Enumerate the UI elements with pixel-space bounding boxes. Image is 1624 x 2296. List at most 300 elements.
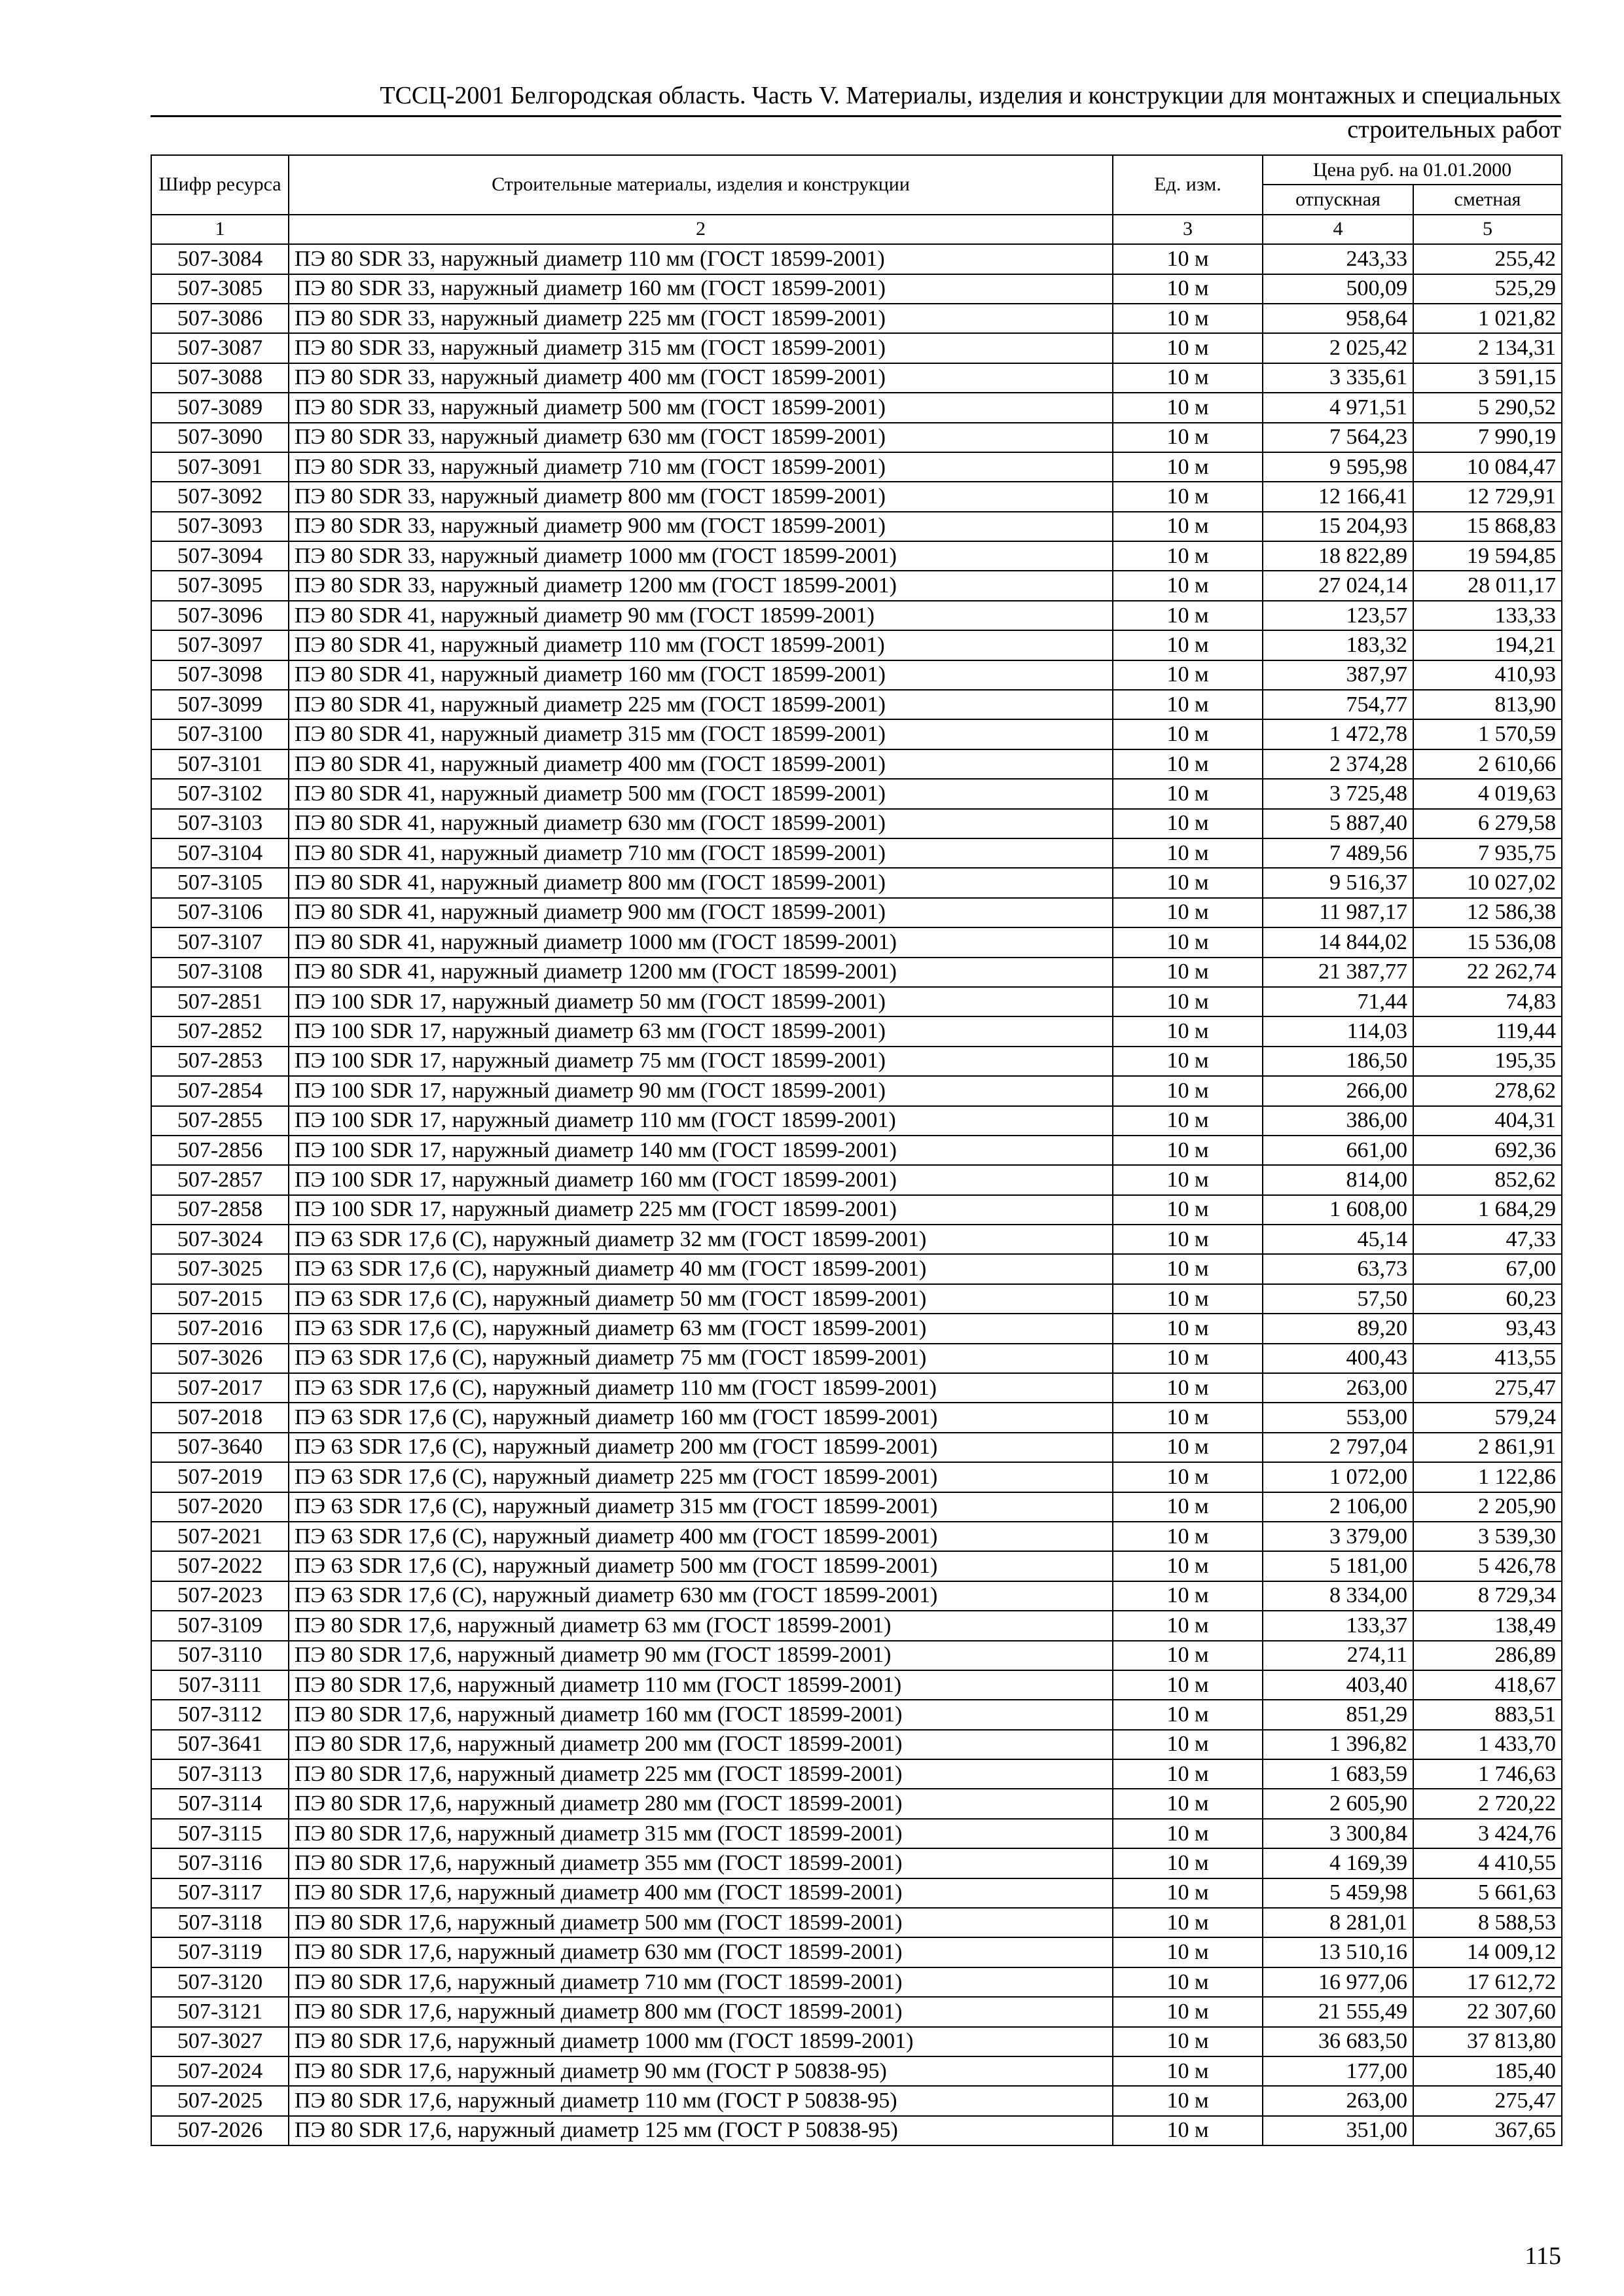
header-rule bbox=[151, 115, 1561, 117]
cell-estimate-price: 2 134,31 bbox=[1413, 333, 1562, 363]
table-row bbox=[151, 1165, 1562, 1194]
cell-name: ПЭ 80 SDR 33, наружный диаметр 800 мм (ГОСТ 18599-2001) bbox=[289, 482, 1113, 511]
cell-name: ПЭ 80 SDR 17,6, наружный диаметр 355 мм (ГОСТ 18599-2001) bbox=[289, 1848, 1113, 1878]
cell-name: ПЭ 63 SDR 17,6 (С), наружный диаметр 40 мм (ГОСТ 18599-2001) bbox=[289, 1254, 1113, 1283]
cell-release-price: 89,20 bbox=[1263, 1314, 1413, 1343]
cell-estimate-price: 6 279,58 bbox=[1413, 809, 1562, 838]
cell-unit: 10 м bbox=[1113, 1878, 1263, 1908]
cell-name: ПЭ 63 SDR 17,6 (С), наружный диаметр 32 мм (ГОСТ 18599-2001) bbox=[289, 1225, 1113, 1254]
cell-estimate-price: 22 262,74 bbox=[1413, 958, 1562, 987]
table-row bbox=[151, 2056, 1562, 2086]
cell-release-price: 386,00 bbox=[1263, 1106, 1413, 1136]
cell-name: ПЭ 100 SDR 17, наружный диаметр 63 мм (ГОСТ 18599-2001) bbox=[289, 1016, 1113, 1046]
cell-unit: 10 м bbox=[1113, 1730, 1263, 1759]
cell-name: ПЭ 63 SDR 17,6 (С), наружный диаметр 630 мм (ГОСТ 18599-2001) bbox=[289, 1581, 1113, 1611]
cell-release-price: 1 072,00 bbox=[1263, 1462, 1413, 1492]
cell-release-price: 2 106,00 bbox=[1263, 1492, 1413, 1522]
cell-release-price: 351,00 bbox=[1263, 2116, 1413, 2145]
cell-unit: 10 м bbox=[1113, 690, 1263, 719]
cell-name: ПЭ 80 SDR 17,6, наружный диаметр 90 мм (ГОСТ 18599-2001) bbox=[289, 1641, 1113, 1670]
header-price: Цена руб. на 01.01.2000 bbox=[1263, 155, 1562, 185]
cell-name: ПЭ 80 SDR 17,6, наружный диаметр 225 мм (ГОСТ 18599-2001) bbox=[289, 1759, 1113, 1789]
running-header bbox=[151, 79, 1561, 147]
cell-unit: 10 м bbox=[1113, 1195, 1263, 1225]
cell-release-price: 18 822,89 bbox=[1263, 541, 1413, 571]
cell-estimate-price: 93,43 bbox=[1413, 1314, 1562, 1343]
cell-name: ПЭ 100 SDR 17, наружный диаметр 160 мм (ГОСТ 18599-2001) bbox=[289, 1165, 1113, 1194]
cell-unit: 10 м bbox=[1113, 1819, 1263, 1848]
header-name: Строительные материалы, изделия и конструкции bbox=[289, 155, 1113, 215]
cell-unit: 10 м bbox=[1113, 541, 1263, 571]
cell-name: ПЭ 80 SDR 17,6, наружный диаметр 630 мм (ГОСТ 18599-2001) bbox=[289, 1937, 1113, 1967]
cell-unit: 10 м bbox=[1113, 452, 1263, 482]
cell-code: 507-3091 bbox=[151, 452, 289, 482]
cell-estimate-price: 275,47 bbox=[1413, 2086, 1562, 2115]
cell-name: ПЭ 80 SDR 17,6, наружный диаметр 500 мм (ГОСТ 18599-2001) bbox=[289, 1908, 1113, 1937]
cell-name: ПЭ 63 SDR 17,6 (С), наружный диаметр 75 мм (ГОСТ 18599-2001) bbox=[289, 1344, 1113, 1373]
cell-code: 507-3094 bbox=[151, 541, 289, 571]
cell-name: ПЭ 63 SDR 17,6 (С), наружный диаметр 63 мм (ГОСТ 18599-2001) bbox=[289, 1314, 1113, 1343]
table-row bbox=[151, 987, 1562, 1016]
cell-name: ПЭ 63 SDR 17,6 (С), наружный диаметр 400 мм (ГОСТ 18599-2001) bbox=[289, 1522, 1113, 1551]
cell-code: 507-3108 bbox=[151, 958, 289, 987]
cell-release-price: 1 608,00 bbox=[1263, 1195, 1413, 1225]
cell-name: ПЭ 80 SDR 41, наружный диаметр 710 мм (ГОСТ 18599-2001) bbox=[289, 838, 1113, 868]
cell-code: 507-3024 bbox=[151, 1225, 289, 1254]
cell-estimate-price: 10 084,47 bbox=[1413, 452, 1562, 482]
cell-code: 507-3096 bbox=[151, 601, 289, 630]
table-row bbox=[151, 958, 1562, 987]
cell-unit: 10 м bbox=[1113, 423, 1263, 452]
cell-estimate-price: 17 612,72 bbox=[1413, 1967, 1562, 1997]
cell-name: ПЭ 80 SDR 41, наружный диаметр 160 мм (ГОСТ 18599-2001) bbox=[289, 660, 1113, 690]
cell-estimate-price: 15 868,83 bbox=[1413, 512, 1562, 541]
table-row bbox=[151, 1819, 1562, 1848]
table-row bbox=[151, 423, 1562, 452]
cell-unit: 10 м bbox=[1113, 2086, 1263, 2115]
table-row bbox=[151, 779, 1562, 808]
cell-unit: 10 м bbox=[1113, 304, 1263, 333]
cell-unit: 10 м bbox=[1113, 927, 1263, 957]
cell-code: 507-3086 bbox=[151, 304, 289, 333]
cell-code: 507-3112 bbox=[151, 1700, 289, 1729]
cell-estimate-price: 413,55 bbox=[1413, 1344, 1562, 1373]
cell-name: ПЭ 100 SDR 17, наружный диаметр 225 мм (ГОСТ 18599-2001) bbox=[289, 1195, 1113, 1225]
cell-name: ПЭ 80 SDR 41, наружный диаметр 90 мм (ГОСТ 18599-2001) bbox=[289, 601, 1113, 630]
cell-unit: 10 м bbox=[1113, 244, 1263, 274]
column-number: 3 bbox=[1113, 215, 1263, 244]
cell-name: ПЭ 80 SDR 33, наружный диаметр 400 мм (ГОСТ 18599-2001) bbox=[289, 363, 1113, 393]
cell-name: ПЭ 100 SDR 17, наружный диаметр 110 мм (ГОСТ 18599-2001) bbox=[289, 1106, 1113, 1136]
table-row bbox=[151, 1848, 1562, 1878]
cell-unit: 10 м bbox=[1113, 1284, 1263, 1314]
cell-code: 507-3026 bbox=[151, 1344, 289, 1373]
column-number: 1 bbox=[151, 215, 289, 244]
table-row bbox=[151, 541, 1562, 571]
cell-estimate-price: 1 122,86 bbox=[1413, 1462, 1562, 1492]
cell-estimate-price: 195,35 bbox=[1413, 1047, 1562, 1076]
cell-estimate-price: 1 021,82 bbox=[1413, 304, 1562, 333]
table-row bbox=[151, 333, 1562, 363]
cell-code: 507-3085 bbox=[151, 274, 289, 304]
cell-name: ПЭ 100 SDR 17, наружный диаметр 75 мм (ГОСТ 18599-2001) bbox=[289, 1047, 1113, 1076]
cell-estimate-price: 22 307,60 bbox=[1413, 1997, 1562, 2026]
cell-name: ПЭ 80 SDR 17,6, наружный диаметр 200 мм (ГОСТ 18599-2001) bbox=[289, 1730, 1113, 1759]
cell-release-price: 1 396,82 bbox=[1263, 1730, 1413, 1759]
cell-code: 507-2021 bbox=[151, 1522, 289, 1551]
cell-code: 507-3109 bbox=[151, 1611, 289, 1640]
cell-estimate-price: 15 536,08 bbox=[1413, 927, 1562, 957]
column-number: 5 bbox=[1413, 215, 1562, 244]
cell-release-price: 11 987,17 bbox=[1263, 898, 1413, 927]
cell-code: 507-3102 bbox=[151, 779, 289, 808]
cell-estimate-price: 10 027,02 bbox=[1413, 868, 1562, 897]
cell-estimate-price: 5 426,78 bbox=[1413, 1551, 1562, 1581]
cell-code: 507-3092 bbox=[151, 482, 289, 511]
cell-code: 507-2022 bbox=[151, 1551, 289, 1581]
table-row bbox=[151, 1373, 1562, 1403]
cell-name: ПЭ 80 SDR 17,6, наружный диаметр 90 мм (ГОСТ Р 50838-95) bbox=[289, 2056, 1113, 2086]
cell-code: 507-2026 bbox=[151, 2116, 289, 2145]
cell-unit: 10 м bbox=[1113, 630, 1263, 660]
cell-release-price: 814,00 bbox=[1263, 1165, 1413, 1194]
cell-name: ПЭ 80 SDR 17,6, наружный диаметр 315 мм (ГОСТ 18599-2001) bbox=[289, 1819, 1113, 1848]
cell-name: ПЭ 80 SDR 17,6, наружный диаметр 63 мм (ГОСТ 18599-2001) bbox=[289, 1611, 1113, 1640]
cell-name: ПЭ 80 SDR 41, наружный диаметр 1200 мм (ГОСТ 18599-2001) bbox=[289, 958, 1113, 987]
cell-estimate-price: 119,44 bbox=[1413, 1016, 1562, 1046]
cell-unit: 10 м bbox=[1113, 838, 1263, 868]
cell-release-price: 71,44 bbox=[1263, 987, 1413, 1016]
table-row bbox=[151, 927, 1562, 957]
cell-unit: 10 м bbox=[1113, 1700, 1263, 1729]
cell-estimate-price: 8 588,53 bbox=[1413, 1908, 1562, 1937]
header-title-line-1: ТССЦ-2001 Белгородская область. Часть V. Материалы, изделия и конструкции для монтажных и специальных bbox=[380, 82, 1561, 109]
table-row bbox=[151, 1878, 1562, 1908]
cell-estimate-price: 1 684,29 bbox=[1413, 1195, 1562, 1225]
cell-code: 507-3099 bbox=[151, 690, 289, 719]
cell-release-price: 3 300,84 bbox=[1263, 1819, 1413, 1848]
page-number: 115 bbox=[1525, 2242, 1561, 2270]
cell-unit: 10 м bbox=[1113, 1136, 1263, 1165]
cell-release-price: 12 166,41 bbox=[1263, 482, 1413, 511]
cell-unit: 10 м bbox=[1113, 1997, 1263, 2026]
cell-unit: 10 м bbox=[1113, 1759, 1263, 1789]
table-row bbox=[151, 719, 1562, 749]
column-number: 4 bbox=[1263, 215, 1413, 244]
cell-estimate-price: 286,89 bbox=[1413, 1641, 1562, 1670]
cell-estimate-price: 138,49 bbox=[1413, 1611, 1562, 1640]
cell-estimate-price: 418,67 bbox=[1413, 1670, 1562, 1700]
cell-name: ПЭ 63 SDR 17,6 (С), наружный диаметр 160 мм (ГОСТ 18599-2001) bbox=[289, 1403, 1113, 1432]
cell-name: ПЭ 80 SDR 33, наружный диаметр 225 мм (ГОСТ 18599-2001) bbox=[289, 304, 1113, 333]
cell-estimate-price: 4 410,55 bbox=[1413, 1848, 1562, 1878]
cell-estimate-price: 3 424,76 bbox=[1413, 1819, 1562, 1848]
cell-code: 507-2023 bbox=[151, 1581, 289, 1611]
table-row bbox=[151, 2086, 1562, 2115]
table-row bbox=[151, 512, 1562, 541]
cell-code: 507-3089 bbox=[151, 393, 289, 422]
cell-release-price: 263,00 bbox=[1263, 1373, 1413, 1403]
table-row bbox=[151, 749, 1562, 779]
cell-release-price: 8 334,00 bbox=[1263, 1581, 1413, 1611]
table-row bbox=[151, 1344, 1562, 1373]
cell-unit: 10 м bbox=[1113, 1462, 1263, 1492]
cell-code: 507-3118 bbox=[151, 1908, 289, 1937]
cell-name: ПЭ 100 SDR 17, наружный диаметр 90 мм (ГОСТ 18599-2001) bbox=[289, 1076, 1113, 1105]
table-row bbox=[151, 482, 1562, 511]
cell-unit: 10 м bbox=[1113, 1373, 1263, 1403]
cell-estimate-price: 185,40 bbox=[1413, 2056, 1562, 2086]
cell-estimate-price: 14 009,12 bbox=[1413, 1937, 1562, 1967]
cell-release-price: 661,00 bbox=[1263, 1136, 1413, 1165]
cell-unit: 10 м bbox=[1113, 2116, 1263, 2145]
cell-unit: 10 м bbox=[1113, 898, 1263, 927]
cell-code: 507-3087 bbox=[151, 333, 289, 363]
table-row bbox=[151, 1076, 1562, 1105]
cell-unit: 10 м bbox=[1113, 2056, 1263, 2086]
cell-unit: 10 м bbox=[1113, 1789, 1263, 1818]
cell-unit: 10 м bbox=[1113, 1611, 1263, 1640]
cell-code: 507-3097 bbox=[151, 630, 289, 660]
cell-code: 507-3121 bbox=[151, 1997, 289, 2026]
cell-name: ПЭ 80 SDR 33, наружный диаметр 1000 мм (ГОСТ 18599-2001) bbox=[289, 541, 1113, 571]
cell-code: 507-2020 bbox=[151, 1492, 289, 1522]
cell-code: 507-3117 bbox=[151, 1878, 289, 1908]
cell-code: 507-3120 bbox=[151, 1967, 289, 1997]
cell-release-price: 133,37 bbox=[1263, 1611, 1413, 1640]
cell-name: ПЭ 80 SDR 33, наружный диаметр 630 мм (ГОСТ 18599-2001) bbox=[289, 423, 1113, 452]
cell-name: ПЭ 80 SDR 17,6, наружный диаметр 400 мм (ГОСТ 18599-2001) bbox=[289, 1878, 1113, 1908]
table-row bbox=[151, 1937, 1562, 1967]
cell-name: ПЭ 63 SDR 17,6 (С), наружный диаметр 500 мм (ГОСТ 18599-2001) bbox=[289, 1551, 1113, 1581]
table-row bbox=[151, 1581, 1562, 1611]
cell-name: ПЭ 80 SDR 33, наружный диаметр 160 мм (ГОСТ 18599-2001) bbox=[289, 274, 1113, 304]
table-row bbox=[151, 1195, 1562, 1225]
table-row bbox=[151, 452, 1562, 482]
cell-code: 507-2853 bbox=[151, 1047, 289, 1076]
cell-release-price: 2 797,04 bbox=[1263, 1433, 1413, 1462]
table-row bbox=[151, 2116, 1562, 2145]
cell-release-price: 400,43 bbox=[1263, 1344, 1413, 1373]
cell-estimate-price: 1 746,63 bbox=[1413, 1759, 1562, 1789]
cell-name: ПЭ 80 SDR 41, наружный диаметр 1000 мм (ГОСТ 18599-2001) bbox=[289, 927, 1113, 957]
cell-estimate-price: 2 610,66 bbox=[1413, 749, 1562, 779]
cell-release-price: 500,09 bbox=[1263, 274, 1413, 304]
price-table bbox=[151, 154, 1562, 2146]
cell-code: 507-2024 bbox=[151, 2056, 289, 2086]
cell-estimate-price: 692,36 bbox=[1413, 1136, 1562, 1165]
cell-unit: 10 м bbox=[1113, 1314, 1263, 1343]
table-row bbox=[151, 1492, 1562, 1522]
cell-release-price: 958,64 bbox=[1263, 304, 1413, 333]
cell-release-price: 186,50 bbox=[1263, 1047, 1413, 1076]
cell-release-price: 5 459,98 bbox=[1263, 1878, 1413, 1908]
cell-estimate-price: 194,21 bbox=[1413, 630, 1562, 660]
table-row bbox=[151, 601, 1562, 630]
cell-estimate-price: 37 813,80 bbox=[1413, 2027, 1562, 2056]
cell-estimate-price: 12 729,91 bbox=[1413, 482, 1562, 511]
cell-code: 507-3098 bbox=[151, 660, 289, 690]
table-row bbox=[151, 363, 1562, 393]
cell-release-price: 14 844,02 bbox=[1263, 927, 1413, 957]
cell-name: ПЭ 80 SDR 17,6, наружный диаметр 280 мм (ГОСТ 18599-2001) bbox=[289, 1789, 1113, 1818]
cell-code: 507-2856 bbox=[151, 1136, 289, 1165]
cell-release-price: 21 555,49 bbox=[1263, 1997, 1413, 2026]
cell-unit: 10 м bbox=[1113, 1522, 1263, 1551]
cell-name: ПЭ 80 SDR 17,6, наружный диаметр 160 мм (ГОСТ 18599-2001) bbox=[289, 1700, 1113, 1729]
cell-name: ПЭ 63 SDR 17,6 (С), наружный диаметр 50 мм (ГОСТ 18599-2001) bbox=[289, 1284, 1113, 1314]
cell-estimate-price: 2 205,90 bbox=[1413, 1492, 1562, 1522]
cell-code: 507-3119 bbox=[151, 1937, 289, 1967]
table-row bbox=[151, 1254, 1562, 1283]
cell-release-price: 9 595,98 bbox=[1263, 452, 1413, 482]
cell-code: 507-3090 bbox=[151, 423, 289, 452]
table-row bbox=[151, 1670, 1562, 1700]
cell-release-price: 1 683,59 bbox=[1263, 1759, 1413, 1789]
table-row bbox=[151, 1908, 1562, 1937]
cell-unit: 10 м bbox=[1113, 274, 1263, 304]
table-row bbox=[151, 1700, 1562, 1729]
cell-code: 507-3107 bbox=[151, 927, 289, 957]
cell-code: 507-2018 bbox=[151, 1403, 289, 1432]
cell-name: ПЭ 80 SDR 41, наружный диаметр 110 мм (ГОСТ 18599-2001) bbox=[289, 630, 1113, 660]
cell-release-price: 387,97 bbox=[1263, 660, 1413, 690]
cell-unit: 10 м bbox=[1113, 1848, 1263, 1878]
cell-name: ПЭ 80 SDR 41, наружный диаметр 225 мм (ГОСТ 18599-2001) bbox=[289, 690, 1113, 719]
table-row bbox=[151, 868, 1562, 897]
cell-release-price: 27 024,14 bbox=[1263, 571, 1413, 600]
cell-release-price: 45,14 bbox=[1263, 1225, 1413, 1254]
cell-code: 507-3113 bbox=[151, 1759, 289, 1789]
cell-release-price: 851,29 bbox=[1263, 1700, 1413, 1729]
cell-release-price: 183,32 bbox=[1263, 630, 1413, 660]
table-row bbox=[151, 1789, 1562, 1818]
cell-release-price: 16 977,06 bbox=[1263, 1967, 1413, 1997]
cell-code: 507-3111 bbox=[151, 1670, 289, 1700]
table-row bbox=[151, 1522, 1562, 1551]
cell-release-price: 3 725,48 bbox=[1263, 779, 1413, 808]
table-row bbox=[151, 898, 1562, 927]
cell-name: ПЭ 80 SDR 17,6, наружный диаметр 800 мм (ГОСТ 18599-2001) bbox=[289, 1997, 1113, 2026]
cell-release-price: 2 025,42 bbox=[1263, 333, 1413, 363]
cell-unit: 10 м bbox=[1113, 719, 1263, 749]
cell-name: ПЭ 63 SDR 17,6 (С), наружный диаметр 315 мм (ГОСТ 18599-2001) bbox=[289, 1492, 1113, 1522]
cell-estimate-price: 1 570,59 bbox=[1413, 719, 1562, 749]
cell-unit: 10 м bbox=[1113, 1076, 1263, 1105]
cell-code: 507-2858 bbox=[151, 1195, 289, 1225]
cell-unit: 10 м bbox=[1113, 1908, 1263, 1937]
cell-estimate-price: 133,33 bbox=[1413, 601, 1562, 630]
cell-name: ПЭ 80 SDR 41, наружный диаметр 315 мм (ГОСТ 18599-2001) bbox=[289, 719, 1113, 749]
cell-code: 507-2855 bbox=[151, 1106, 289, 1136]
cell-name: ПЭ 80 SDR 33, наружный диаметр 710 мм (ГОСТ 18599-2001) bbox=[289, 452, 1113, 482]
cell-release-price: 243,33 bbox=[1263, 244, 1413, 274]
cell-name: ПЭ 80 SDR 17,6, наружный диаметр 1000 мм (ГОСТ 18599-2001) bbox=[289, 2027, 1113, 2056]
cell-release-price: 3 335,61 bbox=[1263, 363, 1413, 393]
cell-unit: 10 м bbox=[1113, 958, 1263, 987]
cell-estimate-price: 525,29 bbox=[1413, 274, 1562, 304]
cell-name: ПЭ 80 SDR 17,6, наружный диаметр 710 мм (ГОСТ 18599-2001) bbox=[289, 1967, 1113, 1997]
cell-name: ПЭ 100 SDR 17, наружный диаметр 140 мм (ГОСТ 18599-2001) bbox=[289, 1136, 1113, 1165]
cell-unit: 10 м bbox=[1113, 482, 1263, 511]
cell-release-price: 63,73 bbox=[1263, 1254, 1413, 1283]
cell-name: ПЭ 80 SDR 17,6, наружный диаметр 110 мм (ГОСТ 18599-2001) bbox=[289, 1670, 1113, 1700]
cell-estimate-price: 852,62 bbox=[1413, 1165, 1562, 1194]
cell-estimate-price: 47,33 bbox=[1413, 1225, 1562, 1254]
cell-name: ПЭ 63 SDR 17,6 (С), наружный диаметр 110 мм (ГОСТ 18599-2001) bbox=[289, 1373, 1113, 1403]
cell-estimate-price: 19 594,85 bbox=[1413, 541, 1562, 571]
cell-code: 507-3100 bbox=[151, 719, 289, 749]
table-row bbox=[151, 1997, 1562, 2026]
cell-estimate-price: 5 661,63 bbox=[1413, 1878, 1562, 1908]
cell-name: ПЭ 80 SDR 41, наружный диаметр 400 мм (ГОСТ 18599-2001) bbox=[289, 749, 1113, 779]
table-row bbox=[151, 1225, 1562, 1254]
table-row bbox=[151, 1641, 1562, 1670]
cell-release-price: 114,03 bbox=[1263, 1016, 1413, 1046]
table-row bbox=[151, 1284, 1562, 1314]
cell-estimate-price: 2 720,22 bbox=[1413, 1789, 1562, 1818]
table-row bbox=[151, 1611, 1562, 1640]
cell-estimate-price: 404,31 bbox=[1413, 1106, 1562, 1136]
cell-release-price: 7 564,23 bbox=[1263, 423, 1413, 452]
cell-release-price: 5 887,40 bbox=[1263, 809, 1413, 838]
cell-unit: 10 м bbox=[1113, 1254, 1263, 1283]
cell-estimate-price: 4 019,63 bbox=[1413, 779, 1562, 808]
cell-code: 507-3084 bbox=[151, 244, 289, 274]
cell-unit: 10 м bbox=[1113, 1937, 1263, 1967]
cell-estimate-price: 2 861,91 bbox=[1413, 1433, 1562, 1462]
cell-name: ПЭ 80 SDR 41, наружный диаметр 500 мм (ГОСТ 18599-2001) bbox=[289, 779, 1113, 808]
cell-estimate-price: 275,47 bbox=[1413, 1373, 1562, 1403]
cell-estimate-price: 74,83 bbox=[1413, 987, 1562, 1016]
table-row bbox=[151, 690, 1562, 719]
cell-unit: 10 м bbox=[1113, 1967, 1263, 1997]
cell-unit: 10 м bbox=[1113, 779, 1263, 808]
table-row bbox=[151, 1759, 1562, 1789]
cell-release-price: 5 181,00 bbox=[1263, 1551, 1413, 1581]
table-row bbox=[151, 809, 1562, 838]
cell-unit: 10 м bbox=[1113, 660, 1263, 690]
cell-code: 507-2852 bbox=[151, 1016, 289, 1046]
cell-release-price: 177,00 bbox=[1263, 2056, 1413, 2086]
cell-code: 507-2016 bbox=[151, 1314, 289, 1343]
cell-code: 507-3103 bbox=[151, 809, 289, 838]
cell-release-price: 123,57 bbox=[1263, 601, 1413, 630]
cell-unit: 10 м bbox=[1113, 987, 1263, 1016]
cell-code: 507-2851 bbox=[151, 987, 289, 1016]
cell-unit: 10 м bbox=[1113, 571, 1263, 600]
cell-unit: 10 м bbox=[1113, 2027, 1263, 2056]
cell-release-price: 15 204,93 bbox=[1263, 512, 1413, 541]
header-estimate-price: сметная bbox=[1413, 185, 1562, 214]
cell-unit: 10 м bbox=[1113, 512, 1263, 541]
cell-estimate-price: 7 990,19 bbox=[1413, 423, 1562, 452]
cell-unit: 10 м bbox=[1113, 1581, 1263, 1611]
cell-release-price: 7 489,56 bbox=[1263, 838, 1413, 868]
cell-unit: 10 м bbox=[1113, 1106, 1263, 1136]
cell-unit: 10 м bbox=[1113, 1016, 1263, 1046]
cell-name: ПЭ 80 SDR 41, наружный диаметр 630 мм (ГОСТ 18599-2001) bbox=[289, 809, 1113, 838]
cell-estimate-price: 883,51 bbox=[1413, 1700, 1562, 1729]
cell-code: 507-2025 bbox=[151, 2086, 289, 2115]
cell-release-price: 36 683,50 bbox=[1263, 2027, 1413, 2056]
cell-name: ПЭ 80 SDR 41, наружный диаметр 900 мм (ГОСТ 18599-2001) bbox=[289, 898, 1113, 927]
cell-code: 507-2015 bbox=[151, 1284, 289, 1314]
cell-code: 507-3088 bbox=[151, 363, 289, 393]
cell-estimate-price: 278,62 bbox=[1413, 1076, 1562, 1105]
cell-name: ПЭ 80 SDR 17,6, наружный диаметр 125 мм (ГОСТ Р 50838-95) bbox=[289, 2116, 1113, 2145]
cell-release-price: 3 379,00 bbox=[1263, 1522, 1413, 1551]
